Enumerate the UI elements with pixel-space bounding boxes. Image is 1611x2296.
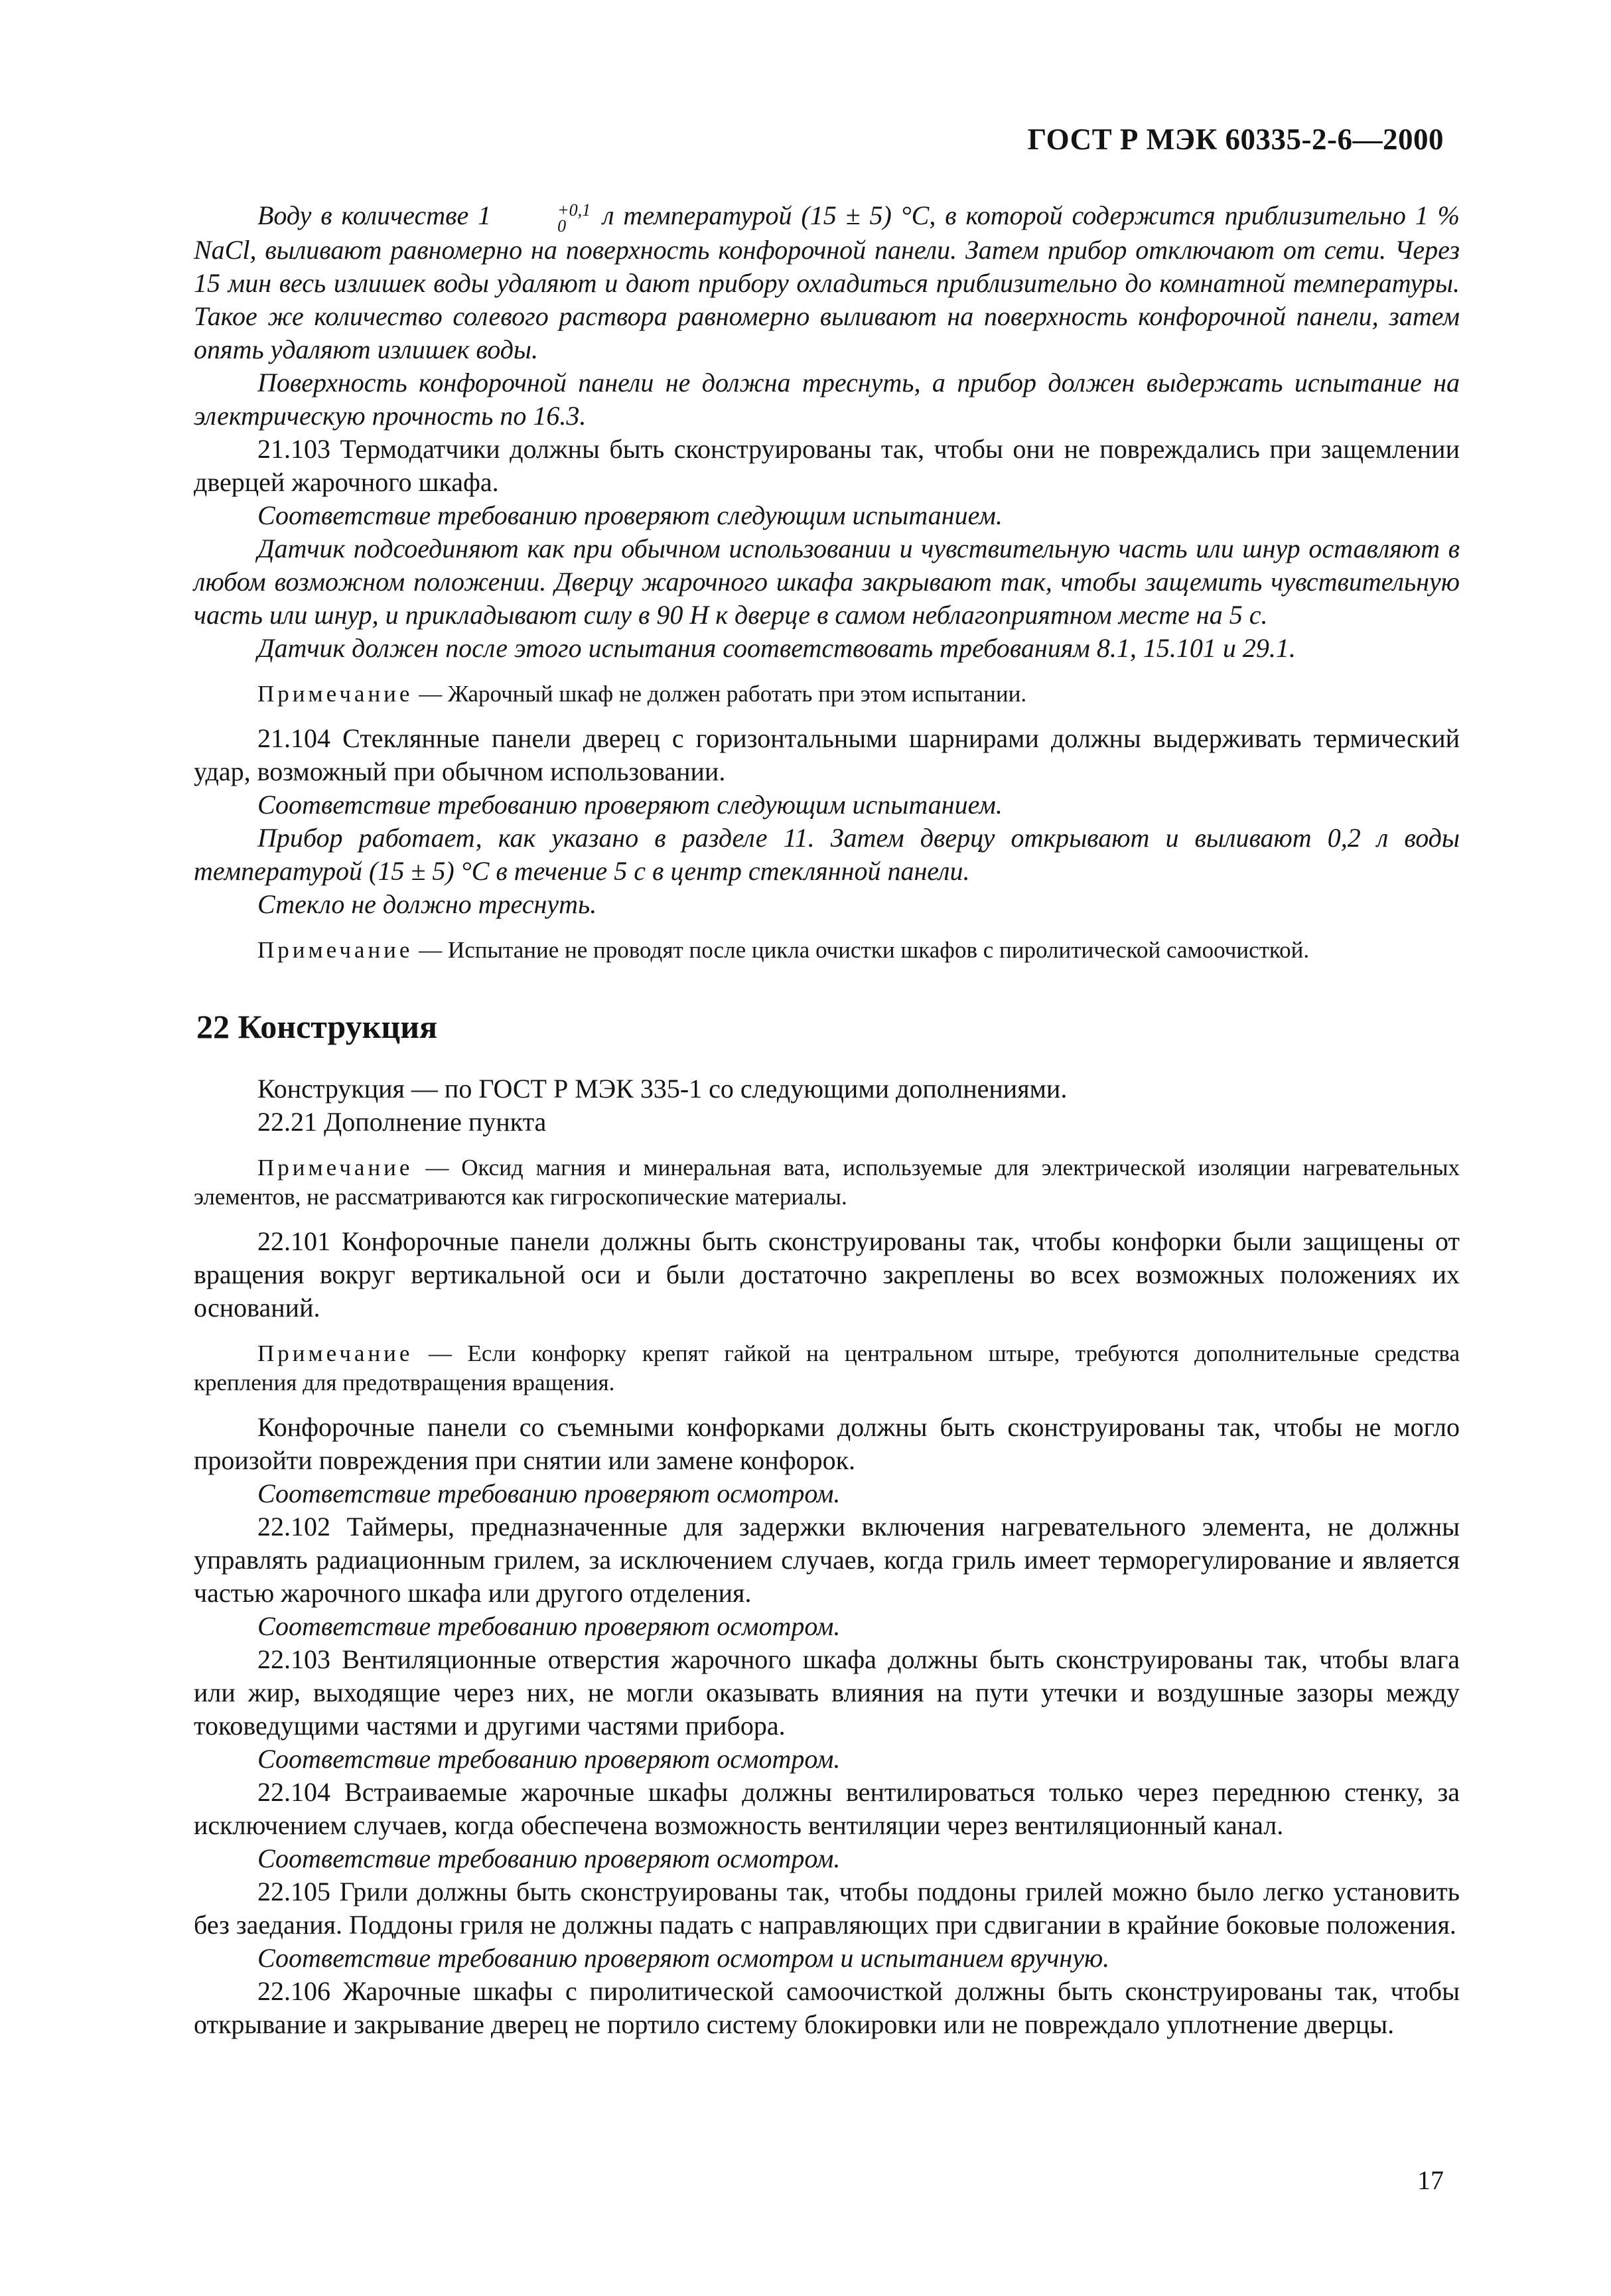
note-4-text: — Если конфорку крепят гайкой на центральном штыре, требуются дополнительные средства крепления для предотвращения вращения. [194,1340,1460,1396]
note-4 [194,1339,1460,1398]
note-1-text: — Жарочный шкаф не должен работать при этом испытании. [413,681,1027,707]
clause-21-104-check: Соответствие требованию проверяют следующим испытанием. [257,790,1003,820]
page-number: 17 [1417,2165,1444,2195]
clause-22-102: 22.102 Таймеры, предназначенные для задержки включения нагревательного элемента, не должны управлять радиационным грилем, за исключением случаев, когда гриль имеет терморегулирование и является частью жарочного шкафа или другого отделения. [194,1512,1460,1609]
note-label: Примечание [257,681,413,707]
clause-21-104-result: Стекло не должно треснуть. [257,889,597,920]
note-label: Примечание [257,937,413,964]
intro-rest: л температурой (15 ± 5) °С, в которой содержится приблизительно 1 % NaCl, выливают равномерно на поверхность конфорочной панели. Затем прибор отключают от сети. Через 15 мин весь излишек воды удаляют и дают прибору охладиться приблизительно до комнатной температуры. Такое же количество солевого раствора равномерно выливают на поверхность конфорочной панели, затем опять удаляют излишек воды. [194,200,1460,365]
note-2 [194,936,1460,965]
clause-22-105: 22.105 Грили должны быть сконструированы так, чтобы поддоны грилей можно было легко установить без заедания. Поддоны гриля не должны падать с направляющих при сдвигании в крайние боковые положения. [194,1877,1460,1940]
clause-21-103-after: Датчик должен после этого испытания соответствовать требованиям 8.1, 15.101 и 29.1. [257,633,1296,664]
clause-22-101-b: Конфорочные панели со съемными конфорками должны быть сконструированы так, чтобы не могло произойти повреждения при снятии или замене конфорок. [194,1412,1460,1476]
note-3-text: — Оксид магния и минеральная вата, используемые для электрической изоляции нагревательных элементов, не рассматриваются как гигроскопические материалы. [194,1155,1460,1210]
section-title: 22 Конструкция [196,1008,438,1046]
clause-22-104-check: Соответствие требованию проверяют осмотром. [257,1843,841,1874]
clause-22-104: 22.104 Встраиваемые жарочные шкафы должны вентилироваться только через переднюю стенку, за исключением случаев, когда обеспечена возможность вентиляции через вентиляционный канал. [194,1777,1460,1841]
clause-21-103-test: Датчик подсоединяют как при обычном использовании и чувствительную часть или шнур оставляют в любом возможном положении. Дверцу жарочного шкафа закрывают так, чтобы защемить чувствительную часть или шнур, и прикладывают силу в 90 Н к дверце в самом неблагоприятном месте на 5 с. [194,534,1460,630]
section-22-intro: Конструкция — по ГОСТ Р МЭК 335-1 со следующими дополнениями. [257,1074,1068,1104]
document-header: ГОСТ Р МЭК 60335-2-6—2000 [1027,123,1444,156]
tolerance [494,202,591,234]
clause-22-101-check: Соответствие требованию проверяют осмотром. [257,1478,841,1509]
intro-start: Воду в количестве 1 [257,200,492,230]
clause-22-103-check: Соответствие требованию проверяют осмотром. [257,1744,841,1774]
clause-22-105-check: Соответствие требованию проверяют осмотром и испытанием вручную. [257,1943,1110,1973]
intro-paragraph [194,199,1460,366]
note-2-text: — Испытание не проводят после цикла очистки шкафов с пиролитической самоочисткой. [413,937,1310,964]
note-label: Примечание [257,1155,413,1181]
clause-22-102-check: Соответствие требованию проверяют осмотром. [257,1611,841,1642]
clause-22-103: 22.103 Вентиляционные отверстия жарочного шкафа должны быть сконструированы так, чтобы влага или жир, выходящие через них, не могли оказывать влияния на пути утечки и воздушные зазоры между токоведущими частями и другими частями прибора. [194,1644,1460,1741]
clause-22-106: 22.106 Жарочные шкафы с пиролитической самоочисткой должны быть сконструированы так, чтобы открывание и закрывание дверец не портило систему блокировки или не повреждало уплотнение дверцы. [194,1976,1460,2040]
note-3 [194,1153,1460,1212]
clause-21-104-test: Прибор работает, как указано в разделе 11. Затем дверцу открывают и выливают 0,2 л воды температурой (15 ± 5) °С в течение 5 с в центр стеклянной панели. [194,823,1460,887]
clause-21-103: 21.103 Термодатчики должны быть сконструированы так, чтобы они не повреждались при защемлении дверцей жарочного шкафа. [194,434,1460,498]
note-label: Примечание [257,1340,413,1367]
clause-21-104: 21.104 Стеклянные панели дверец с горизонтальными шарнирами должны выдерживать термический удар, возможный при обычном использовании. [194,723,1460,787]
clause-22-101: 22.101 Конфорочные панели должны быть сконструированы так, чтобы конфорки были защищены от вращения вокруг вертикальной оси и были достаточно закреплены во всех возможных положениях их оснований. [194,1226,1460,1323]
clause-22-21: 22.21 Дополнение пункта [257,1107,547,1137]
tolerance-sup: +0,1 [557,200,591,220]
clause-21-103-check: Соответствие требованию проверяют следующим испытанием. [257,500,1003,531]
tolerance-sub: 0 [557,216,567,236]
note-1 [194,680,1460,709]
surface-paragraph: Поверхность конфорочной панели не должна треснуть, а прибор должен выдержать испытание на электрическую прочность по 16.3. [194,368,1460,431]
page-content [194,199,1460,2041]
